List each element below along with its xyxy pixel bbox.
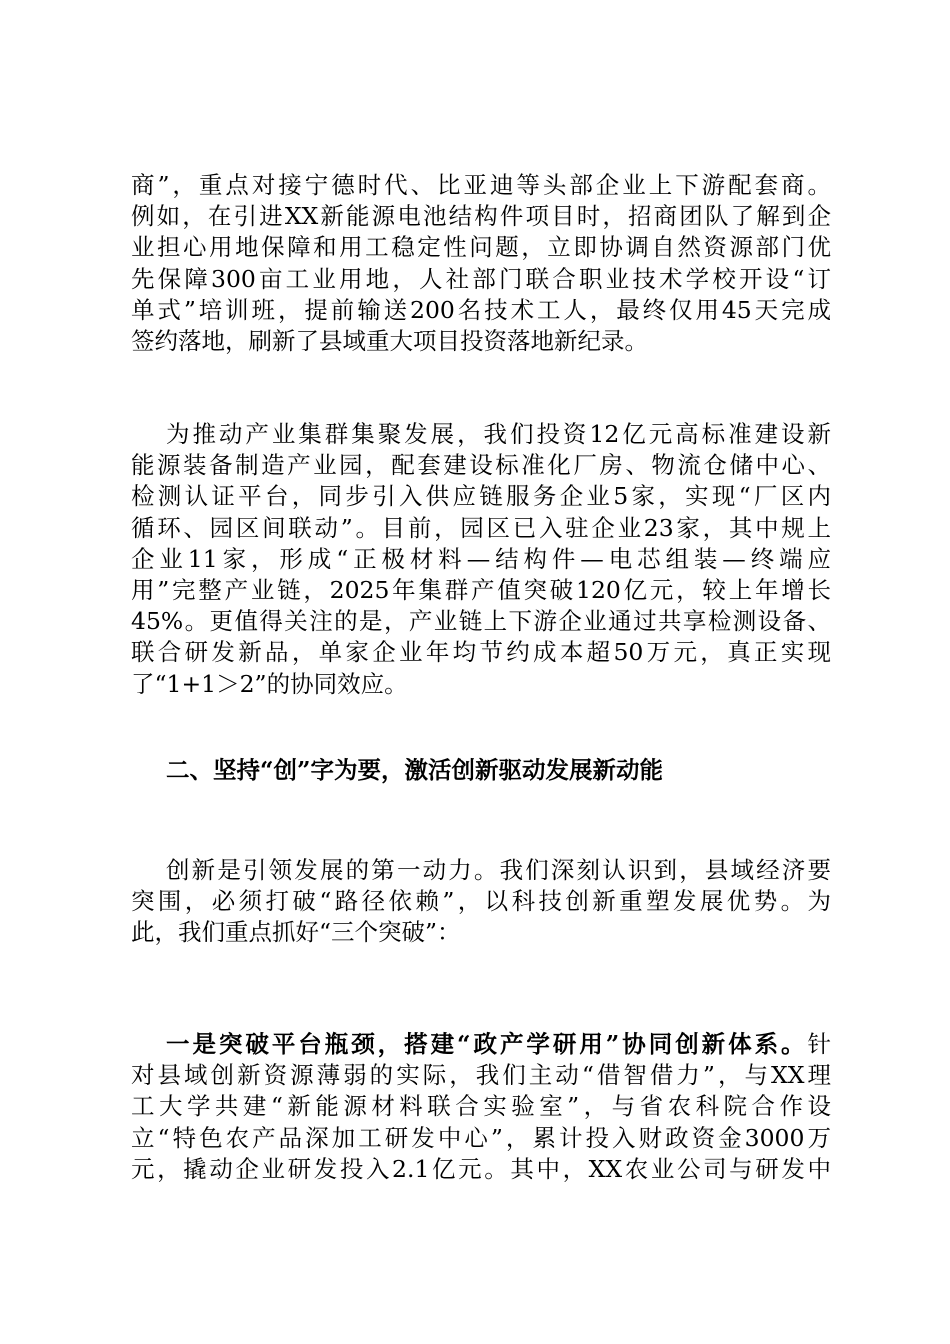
text-line: 为推动产业集群集聚发展，我们投资12亿元高标准建设新 — [166, 420, 831, 448]
text-line: 先保障300亩工业用地，人社部门联合职业技术学校开设“订 — [131, 264, 831, 293]
text-line: 循环、园区间联动”。目前，园区已入驻企业23家，其中规上 — [131, 513, 831, 542]
text-line: 商”，重点对接宁德时代、比亚迪等头部企业上下游配套商。 — [131, 171, 831, 199]
text-line: 单式”培训班，提前输送200名技术工人，最终仅用45天完成 — [131, 295, 831, 324]
paragraph-industry-cluster — [131, 419, 831, 700]
text-line: 能源装备制造产业园，配套建设标准化厂房、物流仓储中心、 — [131, 451, 831, 480]
text-line: 用”完整产业链，2025年集群产值突破120亿元，较上年增长 — [131, 576, 831, 605]
text-line: 检测认证平台，同步引入供应链服务企业5家，实现“厂区内 — [131, 482, 831, 511]
text-line: 突围，必须打破“路径依赖”，以科技创新重塑发展优势。为 — [131, 887, 831, 916]
text-line: 联合研发新品，单家企业年均节约成本超50万元，真正实现 — [131, 638, 831, 667]
text-line: 工大学共建“新能源材料联合实验室”，与省农科院合作设 — [131, 1092, 831, 1121]
paragraph-platform-breakthrough — [131, 1029, 831, 1185]
text-line: 企业11家，形成“正极材料—结构件—电芯组装—终端应 — [131, 544, 831, 573]
text-line: 例如，在引进XX新能源电池结构件项目时，招商团队了解到企 — [131, 202, 831, 231]
text-line — [131, 1029, 831, 1060]
text-line: 对县域创新资源薄弱的实际，我们主动“借智借力”，与XX理 — [131, 1061, 831, 1090]
text-line: 了“1+1＞2”的协同效应。 — [131, 669, 408, 698]
text-line: 元，撬动企业研发投入2.1亿元。其中，XX农业公司与研发中 — [131, 1154, 831, 1183]
section-heading: 二、坚持“创”字为要，激活创新驱动发展新动能 — [166, 756, 664, 784]
text-line: 45%。更值得关注的是，产业链上下游企业通过共享检测设备、 — [131, 607, 831, 636]
text-line: 签约落地，刷新了县域重大项目投资落地新纪录。 — [131, 327, 648, 356]
text-line: 业担心用地保障和用工稳定性问题，立即协调自然资源部门优 — [131, 233, 831, 262]
text-line: 立“特色农产品深加工研发中心”，累计投入财政资金3000万 — [131, 1123, 831, 1152]
paragraph-innovation-intro — [131, 855, 831, 949]
text-line: 创新是引领发展的第一动力。我们深刻认识到，县域经济要 — [166, 856, 831, 884]
lead-tail-text: 针 — [807, 1030, 831, 1058]
paragraph-industrial-chain-investment — [131, 170, 831, 357]
text-line: 此，我们重点抓好“三个突破”： — [131, 918, 461, 947]
bold-lead-sentence: 一是突破平台瓶颈，搭建“政产学研用”协同创新体系。 — [166, 1030, 808, 1058]
